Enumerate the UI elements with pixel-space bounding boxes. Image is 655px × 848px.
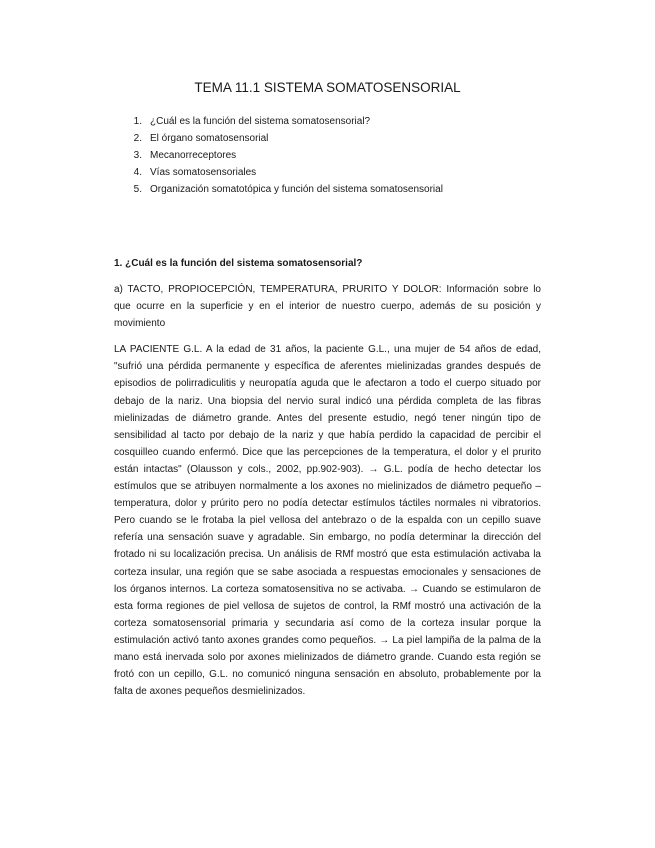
table-of-contents [120, 113, 443, 198]
toc-item-text: Vías somatosensoriales [150, 167, 257, 178]
section-body [114, 281, 541, 700]
paragraph-senses: a) TACTO, PROPIOCEPCIÓN, TEMPERATURA, PRURITO Y DOLOR: Información sobre lo que ocurre en la superficie y en el interior de nuestro cuerpo, además de su posición y movimiento [114, 284, 541, 330]
section-heading: 1. ¿Cuál es la función del sistema somatosensorial? [114, 258, 363, 269]
document-title: TEMA 11.1 SISTEMA SOMATOSENSORIAL [194, 80, 461, 95]
toc-item-number: 5. [133, 184, 142, 195]
toc-item-text: Organización somatotópica y función del sistema somatosensorial [150, 184, 443, 195]
toc-item [120, 147, 443, 164]
toc-item-text: Mecanorreceptores [150, 150, 237, 161]
toc-item-number: 4. [133, 167, 142, 178]
toc-item-number: 1. [133, 116, 142, 127]
toc-item-number: 3. [133, 150, 142, 161]
toc-item-number: 2. [133, 133, 142, 144]
toc-item [120, 113, 443, 130]
toc-item-text: El órgano somatosensorial [150, 133, 269, 144]
paragraph-patient-case: LA PACIENTE G.L. A la edad de 31 años, la paciente G.L., una mujer de 54 años de edad, "sufrió una pérdida permanente y específica de aferentes mielinizadas grandes después de episodios de polirradiculitis y neuropatía aguda que le afectaron a todo el cuerpo situado por debajo de la nariz. Una biopsia del nervio sural indicó una pérdida completa de las fibras mielinizadas de diámetro grande. Antes del presente estudio, negó tener ningún tipo de sensibilidad al tacto por debajo de la nariz y que había perdido la capacidad de percibir el cosquilleo cuando enfermó. Dice que las percepciones de la temperatura, el dolor y el prurito están intactas" (Olausson y cols., 2002, pp.902-903). → G.L. podía de hecho detectar los estímulos que se atribuyen normalmente a los axones no mielinizados de diámetro pequeño –temperatura, dolor y prúrito pero no podía detectar estímulos táctiles normales ni vibratorios. Pero cuando se le frotaba la piel vellosa del antebrazo o de la espalda con un cepillo suave refería una sensación suave y agradable. Sin embargo, no podía determinar la dirección del frotado ni su localización precisa. Un análisis de RMf mostró que esta estimulación activaba la corteza insular, una región que se sabe asociada a respuestas emocionales y sensaciones de los órganos internos. La corteza somatosensitiva no se activaba. → Cuando se estimularon de esta forma regiones de piel vellosa de sujetos de control, la RMf mostró una activación de la corteza somatosensorial primaria y secundaria así como de la corteza insular porque la estimulación activó tanto axones grandes como pequeños. → La piel lampiña de la palma de la mano está inervada solo por axones mielinizados de diámetro grande. Cuando esta región se frotó con un cepillo, G.L. no comunicó ninguna sensación en absoluto, probablemente por la falta de axones pequeños desmielinizados. [114, 344, 541, 698]
toc-item [120, 130, 443, 147]
toc-item-text: ¿Cuál es la función del sistema somatosensorial? [150, 116, 371, 127]
toc-item [120, 164, 443, 181]
toc-item [120, 181, 443, 198]
